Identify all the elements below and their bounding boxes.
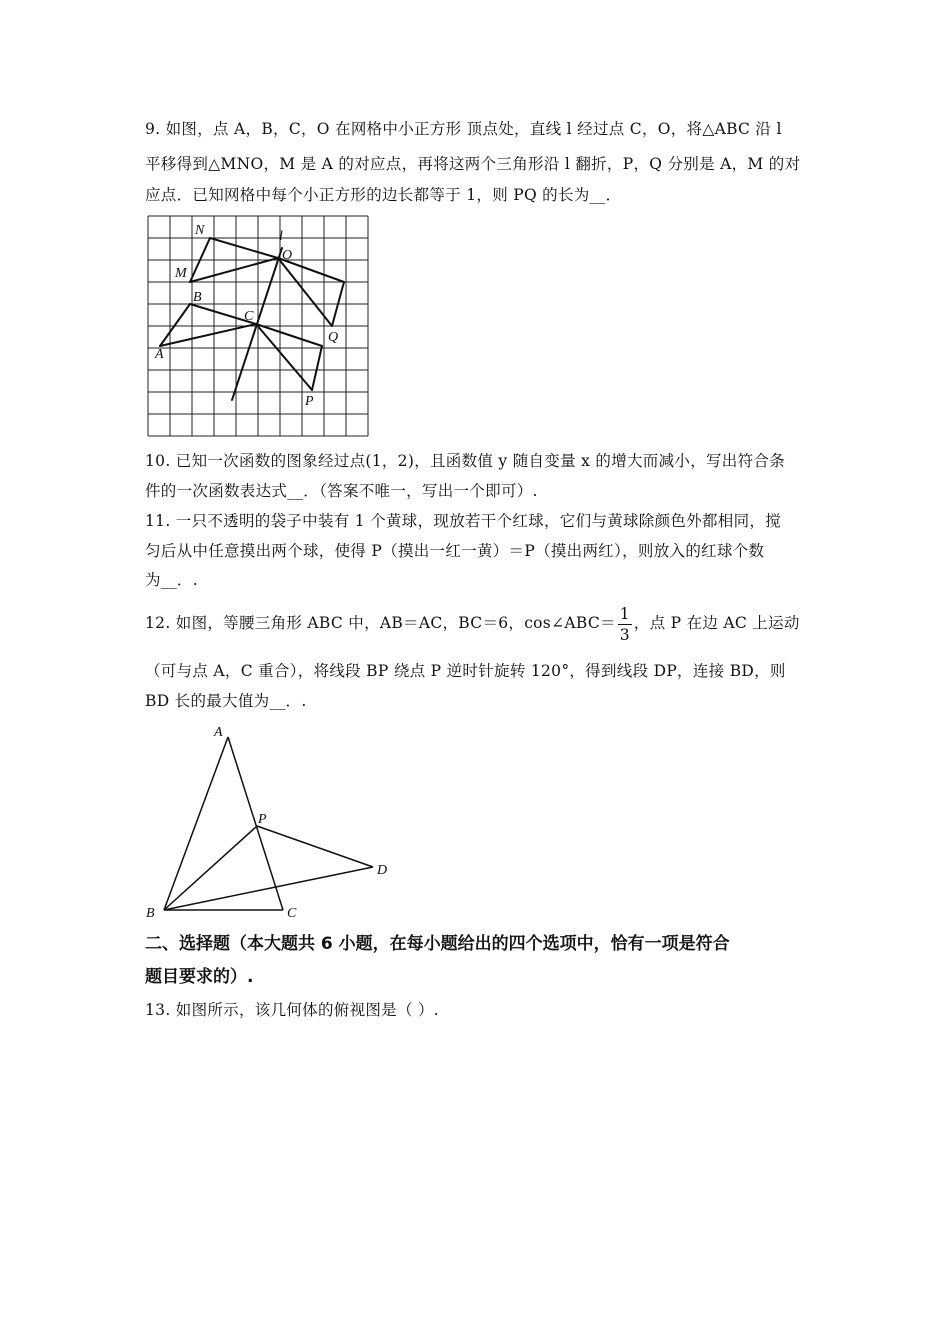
fraction-denominator: 3 xyxy=(619,625,630,644)
label-P: P xyxy=(258,812,267,827)
q10-text-line2: 件的一次函数表达式__．（答案不唯一，写出一个即可）. xyxy=(145,482,538,500)
segment-AB xyxy=(164,737,228,910)
q12-triangle-figure xyxy=(140,720,410,926)
label-A: A xyxy=(155,347,164,362)
label-N: N xyxy=(195,223,205,238)
label-B: B xyxy=(146,906,155,921)
q9-grid-figure xyxy=(140,210,380,442)
segment-BP xyxy=(164,826,257,910)
label-A: A xyxy=(214,725,223,740)
segment-NO xyxy=(210,238,278,258)
label-l: l xyxy=(279,229,283,244)
q11-text-line2: 匀后从中任意摸出两个球，使得 P（摸出一红一黄）＝P（摸出两红），则放入的红球个数 xyxy=(145,542,765,560)
q13-text-line1: 13. 如图所示，该几何体的俯视图是（ ）. xyxy=(145,1001,440,1019)
q10-text-line1: 10. 已知一次函数的图象经过点(1，2)，且函数值 y 随自变量 x 的增大而减小，写出符合条 xyxy=(145,452,786,470)
section2-heading-line2: 题目要求的）. xyxy=(145,967,254,987)
q9-text-line2: 平移得到△MNO，M 是 A 的对应点，再将这两个三角形沿 l 翻折，P，Q 分别是 A，M 的对 xyxy=(145,155,801,173)
segment-CP-b xyxy=(312,346,322,390)
label-C: C xyxy=(244,309,254,324)
q11-text-line1: 11. 一只不透明的袋子中装有 1 个黄球，现放若干个红球，它们与黄球除颜色外都相同，搅 xyxy=(145,512,781,530)
q12-text-part-a: 12. 如图，等腰三角形 ABC 中，AB＝AC，BC＝6，cos∠ABC＝ xyxy=(145,614,616,632)
segment-AC xyxy=(228,737,283,910)
label-C: C xyxy=(287,906,297,921)
q9-text-line3: 应点．已知网格中每个小正方形的边长都等于 1，则 PQ 的长为__． xyxy=(145,186,622,204)
label-Q: Q xyxy=(328,330,339,345)
section2-heading-line1: 二、选择题（本大题共 6 小题，在每小题给出的四个选项中，恰有一项是符合 xyxy=(145,934,730,954)
q12-text-line2: （可与点 A，C 重合），将线段 BP 绕点 P 逆时针旋转 120°，得到线段 DP，连接 BD，则 xyxy=(145,662,786,680)
fraction-numerator: 1 xyxy=(619,604,630,623)
label-P: P xyxy=(305,394,314,409)
q12-text-line3: BD 长的最大值为__．. xyxy=(145,692,307,710)
q11-text-line3: 为__．. xyxy=(145,571,198,589)
segment-MO xyxy=(190,258,278,282)
segment-PD xyxy=(257,826,373,867)
q12-text-line1 xyxy=(145,602,800,644)
segment-BD xyxy=(164,867,373,910)
label-B: B xyxy=(193,290,202,305)
q9-text-line1: 9. 如图，点 A，B，C，O 在网格中小正方形 顶点处，直线 l 经过点 C，O，将△ABC 沿 l xyxy=(145,120,782,138)
label-D: D xyxy=(377,863,388,878)
fraction-one-third xyxy=(618,605,632,644)
label-M: M xyxy=(175,266,187,281)
label-O: O xyxy=(282,248,293,263)
q12-text-part-b: ，点 P 在边 AC 上运动 xyxy=(633,614,800,632)
